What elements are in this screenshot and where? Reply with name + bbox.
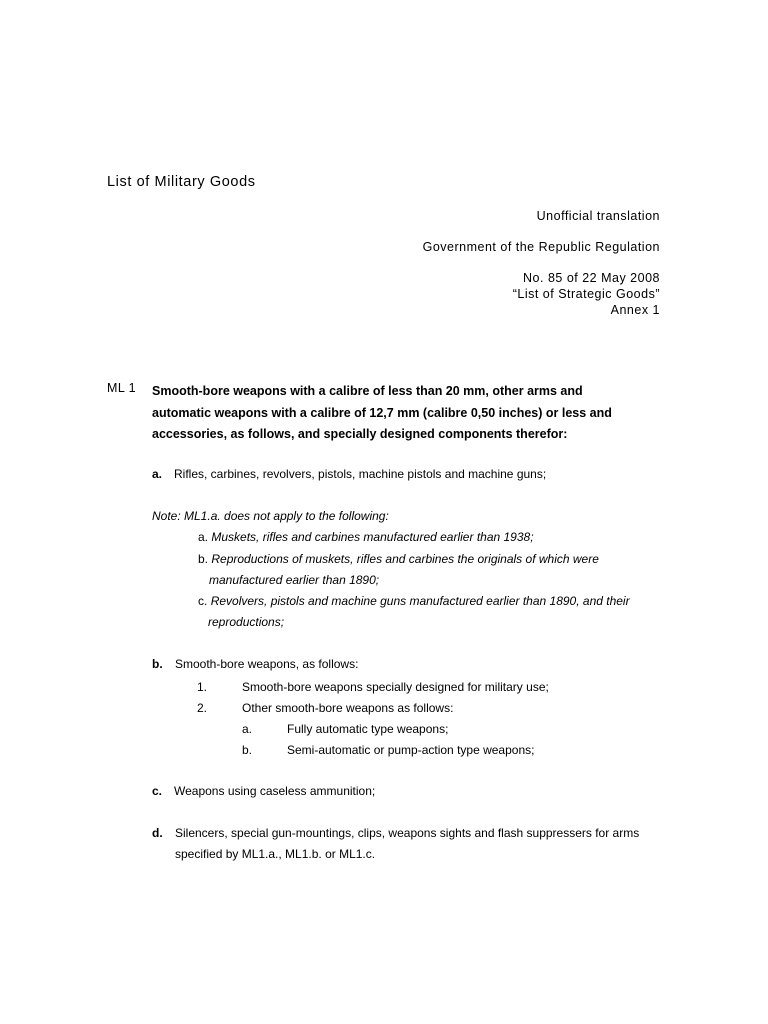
ml1-heading: Smooth-bore weapons with a calibre of less than 20 mm, other arms and automatic weapons with a calibre of 12,7 mm (calibre 0,50 inches) or less and accessories, as follows, and specially designed components therefor:	[152, 384, 612, 441]
note-item-a-label: a.	[198, 530, 209, 544]
item-c-letter: c.	[152, 784, 163, 798]
item-b-text: Smooth-bore weapons, as follows:	[175, 657, 359, 671]
item-b-sub-2-text: Other smooth-bore weapons as follows:	[242, 701, 454, 715]
note-item-c-text: Revolvers, pistols and machine guns manufactured earlier than 1890, and their reproductions;	[208, 594, 630, 630]
item-d-text: Silencers, special gun-mountings, clips, weapons sights and flash suppressers for arms specified by ML1.a., ML1.b. or ML1.c.	[175, 826, 640, 862]
item-a-letter: a.	[152, 467, 163, 481]
annex-label: Annex 1	[610, 303, 660, 317]
item-b-subsub-a-text: Fully automatic type weapons;	[287, 722, 449, 736]
item-b-letter: b.	[152, 657, 163, 671]
item-b-subsub-b-num: b.	[242, 743, 253, 757]
note-item-b-label: b.	[198, 552, 209, 566]
item-c	[152, 781, 375, 802]
note-item-a-text: Muskets, rifles and carbines manufactured earlier than 1938;	[211, 530, 534, 544]
note-item-c	[198, 591, 638, 634]
item-d-letter: d.	[152, 826, 163, 840]
note-intro: Note: ML1.a. does not apply to the following:	[152, 509, 389, 523]
item-d	[152, 823, 652, 866]
note-item-b	[198, 549, 629, 592]
translation-note: Unofficial translation	[536, 209, 660, 223]
regulation-number: No. 85 of 22 May 2008	[523, 271, 660, 285]
note-item-c-label: c.	[198, 594, 208, 608]
item-b	[152, 654, 358, 675]
regulation-name: “List of Strategic Goods”	[512, 287, 660, 301]
item-c-text: Weapons using caseless ammunition;	[174, 784, 376, 798]
item-b-subsub-a-num: a.	[242, 722, 253, 736]
regulation-source: Government of the Republic Regulation	[422, 240, 660, 254]
note-item-a	[198, 527, 638, 548]
item-b-sub-2-num: 2.	[197, 701, 208, 715]
item-a	[152, 464, 546, 485]
item-a-text: Rifles, carbines, revolvers, pistols, machine pistols and machine guns;	[174, 467, 547, 481]
document-title: List of Military Goods	[107, 174, 256, 190]
item-b-subsub-b-text: Semi-automatic or pump-action type weapons;	[287, 743, 535, 757]
item-b-sub-1-num: 1.	[197, 680, 208, 694]
note-item-b-text: Reproductions of muskets, rifles and carbines the originals of which were manufactured earlier than 1890;	[209, 552, 599, 588]
ml1-code: ML 1	[107, 381, 136, 395]
item-b-sub-1-text: Smooth-bore weapons specially designed for military use;	[242, 680, 549, 694]
